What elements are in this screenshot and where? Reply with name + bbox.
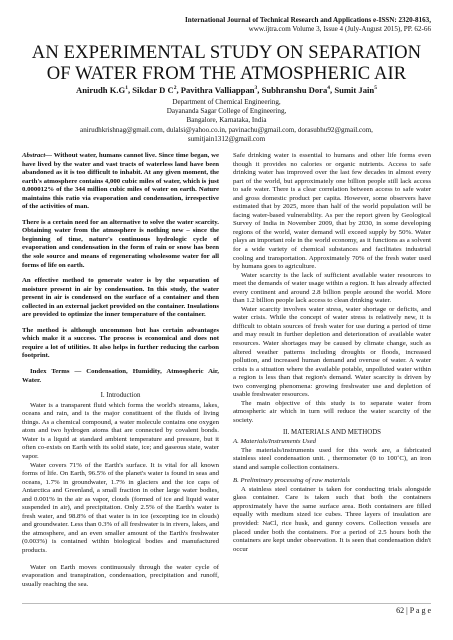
abstract-text: Without water, humans cannot live. Since time began, we have lived by the water and vast tracts of waterless land have been abandoned as it is too difficult to inhabit. At any given moment, the earth's atmosphere contains 4,000 cubic miles of water, which is just 0.000012% of the 344 million cubic miles of water on earth. Nature maintains this ratio via evaporation and condensation, irrespective of the activities of man. <box>22 152 219 211</box>
index-terms <box>22 368 219 385</box>
affiliation-city: Bangalore, Karnataka, India <box>186 116 267 125</box>
author-emails: anirudhkrishnag@gmail.com, dulalsi@yahoo.co.in, pavinachu@gmail.com, dorasubhu92@gmail.com, <box>80 125 373 134</box>
page-number: 62 | P a g e <box>396 606 431 615</box>
author-affil-mark: 3 <box>254 85 258 92</box>
body-paragraph: Water scarcity is the lack of sufficient available water resources to meet the demands of water usage within a region. It has already affected every continent and around 2.8 billion people around the world. More than 1.2 billion people lack access to clean drinking water. <box>233 271 431 305</box>
abstract-paragraph: The method is although uncommon but has certain advantages which make it a success. The process is economical and does not require a lot of utilities. It also helps in further reducing the carbon footprint. <box>22 326 219 360</box>
body-paragraph: The materials/instruments used for this work are, a fabricated stainless steel condensation unit. , thermometer (0 to 100˚C), an iron stand and sample collection containers. <box>233 446 431 471</box>
abstract-paragraph: There is a certain need for an alternative to solve the water scarcity. Obtaining water from the atmosphere is nothing new – since the beginning of time, nature's continuous hydrologic cycle of evaporation and condensation in the form of rain or snow has been the sole source and means of regenerating wholesome water for all forms of life on earth. <box>22 218 219 269</box>
subsection-heading: B. Preliminary processing of raw materials <box>233 477 350 485</box>
body-paragraph: Water is a transparent fluid which forms the world's streams, lakes, oceans and rain, and is the major constituent of the fluids of living things. As a chemical compound, a water molecule contains one oxygen atom and two hydrogen atoms that are connected by covalent bonds. Water is a liquid at standard ambient temperature and pressure, but it often co-exists on Earth with its solid state, ice; and gaseous state, water vapor. <box>22 401 219 460</box>
body-paragraph: A stainless steel container is taken for conducting trials alongside glass container. Care is taken such that both the containers approximately have the same surface area. Both containers are filled equally with medium sized ice cubes. Three layers of insulation are provided: NaCl, rice husk, and gunny covers. Collection vessels are placed under both the containers. For a period of 2.5 hours both the containers are kept under observation. It is seen that condensation didn't occur <box>233 485 431 553</box>
author-affil-mark: 5 <box>374 85 377 92</box>
author-name: , Sumit Jain <box>330 85 375 95</box>
body-paragraph: Water covers 71% of the Earth's surface. It is vital for all known forms of life. On Earth, 96.5% of the planet's water is found in seas and oceans, 1.7% in groundwater, 1.7% in glaciers and the ice caps of Antarctica and Greenland, a small fraction in other large water bodies, and 0.001% in the air as vapor, clouds (formed of ice and liquid water suspended in air), and precipitation. Only 2.5% of the Earth's water is fresh water, and 98.8% of that water is in ice (excepting ice in clouds) and groundwater. Less than 0.3% of all freshwater is in rivers, lakes, and the atmosphere, and an even smaller amount of the Earth's freshwater (0.003%) is contained within biological bodies and manufactured products. <box>22 461 219 554</box>
author-emails-cont: sumitjain1312@gmail.com <box>187 134 266 143</box>
abstract <box>22 152 219 212</box>
right-column <box>233 152 431 554</box>
left-column <box>22 152 219 589</box>
author-affil-mark: 4 <box>327 85 331 92</box>
affiliation <box>20 98 433 144</box>
body-paragraph: The main objective of this study is to separate water from atmospheric air which in turn will reduce the water scarcity of the society. <box>233 399 431 424</box>
section-heading-methods: II. MATERIALS AND METHODS <box>283 428 381 436</box>
author-affil-mark: 1 <box>125 85 128 92</box>
paper-title: AN EXPERIMENTAL STUDY ON SEPARATION OF WATER FROM THE ATMOSPHERIC AIR <box>31 42 422 84</box>
abstract-paragraph: An effective method to generate water is by the separation of moisture present in air by condensation. In this study, the water present in air is condensed on the surface of a container and then collected in an external jacket provided on the container. Insulations are provided to optimize the inner temperature of the container. <box>22 277 219 319</box>
footer-rule <box>22 603 431 604</box>
affiliation-college: Dayananda Sagar College of Engineering, <box>166 107 287 116</box>
author-name: Anirudh K.G <box>76 85 126 95</box>
journal-header <box>31 16 431 34</box>
author-name: , Pavithra Valliappan <box>176 85 255 95</box>
section-heading-introduction: I. Introduction <box>100 392 141 400</box>
journal-issue: www.ijtra.com Volume 3, Issue 4 (July-August 2015), PP. 62-66 <box>248 25 431 33</box>
body-paragraph: Water on Earth moves continuously through the water cycle of evaporation and transpiration, condensation, precipitation and runoff, usually reaching the sea. <box>22 563 219 588</box>
author-list <box>10 85 443 95</box>
body-paragraph: Water scarcity involves water stress, water shortage or deficits, and water crisis. While the concept of water stress is relatively new, it is difficult to obtain sources of fresh water for use during a period of time and may result in further depletion and deterioration of available water resources. Water shortages may be caused by climate change, such as altered weather patterns including droughts or floods, increased pollution, and increased human demand and overuse of water. A water crisis is a situation where the available potable, unpolluted water within a region is less than that region's demand. Water scarcity is driven by two converging phenomena: growing freshwater use and depletion of usable freshwater resources. <box>233 305 431 399</box>
index-terms-text: — Condensation, Humidity, Atmospheric Air, Water. <box>22 368 219 384</box>
author-name: , Sikdar D C <box>127 85 174 95</box>
author-name: , Subhranshu Dora <box>257 85 328 95</box>
subsection-heading: A. Materials/Instruments Used <box>233 438 317 446</box>
abstract-label: Abstract— <box>22 152 53 159</box>
body-paragraph: Safe drinking water is essential to humans and other life forms even though it provides no calories or organic nutrients. Access to safe drinking water has improved over the last few decades in almost every part of the world, but approximately one billion people still lack access to safe water. There is a clear correlation between access to safe water and gross domestic product per capita. However, some observers have estimated that by 2025, more than half of the world population will be facing water-based vulnerability. As per the report given by Geological Survey of India in November 2009, that by 2030, in some developing regions of the world, water demand will exceed supply by 50%. Water plays an important role in the world economy, as it functions as a solvent for a wide variety of chemical substances and facilitates industrial cooling and transportation. Approximately 70% of the fresh water used by humans goes to agriculture. <box>233 152 431 271</box>
journal-name: International Journal of Technical Research and Applications e-ISSN: 2320-8163, <box>184 16 431 24</box>
author-affil-mark: 2 <box>173 85 177 92</box>
index-terms-label: Index Terms <box>30 368 70 376</box>
affiliation-dept: Department of Chemical Engineering, <box>172 98 281 106</box>
